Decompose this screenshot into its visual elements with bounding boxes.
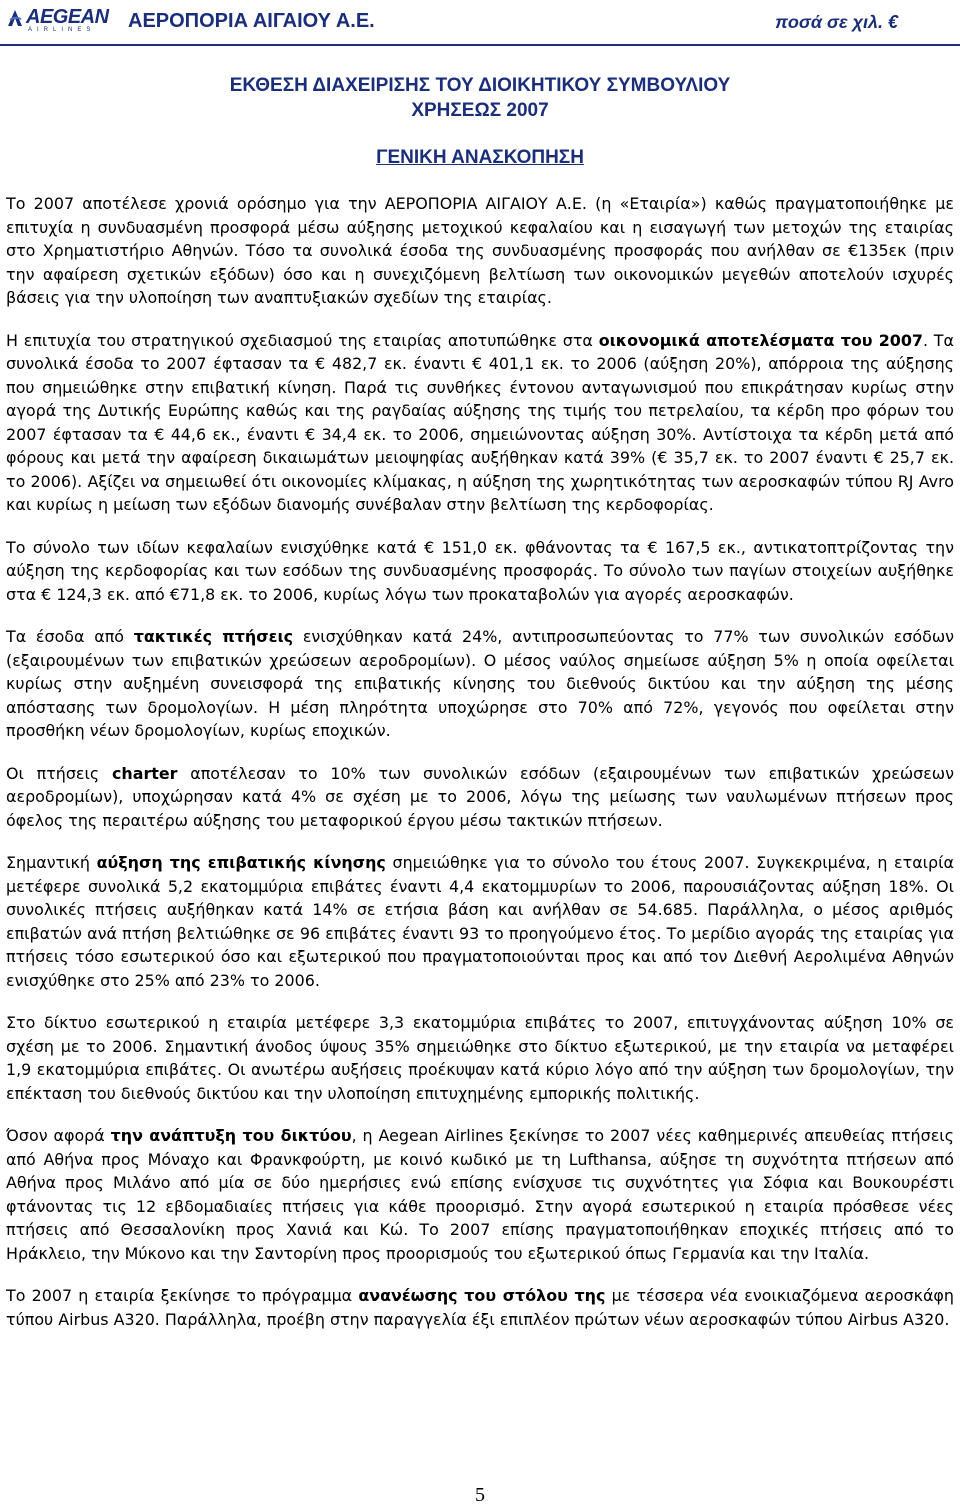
paragraph-text: σημειώθηκε για το σύνολο του έτους 2007. Συγκεκριμένα, η εταιρία μετέφερε συνολικά 5,2 εκατομμύρια επιβάτες έναντι 4,4 εκατομμυρίων το 2006, παρουσιάζοντας αύξηση 18%. Οι συνολικές πτήσεις αυξήθηκαν κατά 14% σε ετήσια βάση και ανήλθαν σε 54.685. Παράλληλα, ο μέσος αριθμός επιβατών ανά πτήση βελτιώθηκε σε 96 επιβάτες έναντι 93 το προηγούμενο έτος. Το μερίδιο αγοράς της εταιρίας για πτήσεις τόσο εσωτερικού όσο και εξωτερικού που πραγματοποιούνται προς και από τον Διεθνή Αερολιμένα Αθηνών ενισχύθηκε στο 25% από 23% το 2006.	[6, 853, 954, 990]
body-paragraph	[6, 536, 954, 607]
paragraph-text: Το 2007 αποτέλεσε χρονιά ορόσημο για την ΑΕΡΟΠΟΡΙΑ ΑΙΓΑΙΟΥ Α.Ε. (η «Εταιρία») καθώς πραγματοποιήθηκε με επιτυχία η συνδυασμένη προσφορά μέσω αύξησης μετοχικού κεφαλαίου και η εισαγωγή των μετοχών της εταιρίας στο Χρηματιστήριο Αθηνών. Τόσο τα συνολικά έσοδα της συνδυασμένης προσφοράς που ανήλθαν σε €135εκ (πριν την αφαίρεση σχετικών εξόδων) όσο και η συνεχιζόμενη βελτίωση των οικονομικών μεγεθών αποτελούν ισχυρές βάσεις για την υλοποίηση των αναπτυξιακών σχεδίων της εταιρίας.	[6, 194, 954, 307]
emphasized-text: τακτικές πτήσεις	[133, 627, 294, 646]
body-paragraph	[6, 625, 954, 743]
paragraph-text: Οι πτήσεις	[6, 763, 112, 783]
section-heading: ΓΕΝΙΚΗ ΑΝΑΣΚΟΠΗΣΗ	[376, 147, 584, 168]
paragraph-text: με τέσσερα νέα ενοικιαζόμενα αεροσκάφη τύπου Airbus A320. Παράλληλα, προέβη στην παραγγελία έξι επιπλέον πρώτων νέων αεροσκαφών τύπου Airbus A320.	[6, 1286, 954, 1329]
aegean-logo-icon	[6, 8, 24, 28]
company-name: ΑΕΡΟΠΟΡΙΑ ΑΙΓΑΙΟΥ Α.Ε.	[128, 10, 375, 32]
page-header	[0, 0, 960, 46]
paragraph-text: Το σύνολο των ιδίων κεφαλαίων ενισχύθηκε κατά € 151,0 εκ. φθάνοντας τα € 167,5 εκ., αντικατοπτρίζοντας την αύξηση της κερδοφορίας και των εσόδων της συνδυασμένης προσφοράς. Το σύνολο των παγίων στοιχείων αυξήθηκε στα € 124,3 εκ. από €71,8 εκ. το 2006, κυρίως λόγω των προκαταβολών για αγορές αεροσκαφών.	[6, 537, 954, 604]
paragraph-text: Το 2007 η εταιρία ξεκίνησε το πρόγραμμα	[6, 1286, 359, 1305]
emphasized-text: αύξηση της επιβατικής κίνησης	[96, 853, 386, 872]
paragraph-text: Σημαντική	[6, 853, 97, 872]
paragraph-text: Στο δίκτυο εσωτερικού η εταιρία μετέφερε 3,3 εκατομμύρια επιβάτες το 2007, επιτυγχάνοντας αύξηση 10% σε σχέση με το 2006. Σημαντική άνοδος ύψους 35% σημειώθηκε στο δίκτυο εξωτερικού, με την εταιρία να μεταφέρει 1,9 εκατομμύρια επιβάτες. Οι ανωτέρω αυξήσεις προέκυψαν κατά κύριο λόγο από την αύξηση των δρομολογίων, την επέκταση του διεθνούς δικτύου και την υλοποίηση επιτυχημένης εμπορικής πολιτικής.	[6, 1013, 954, 1103]
body-paragraph	[6, 1124, 954, 1265]
paragraph-text: ενισχύθηκαν κατά 24%, αντιπροσωπεύοντας το 77% των συνολικών εσόδων (εξαιρουμένων των επιβατικών χρεώσεων αεροδρομίων). Ο μέσος ναύλος σημείωσε αύξηση 5% η οποία οφείλεται κυρίως στην αυξημένη συνεισφορά της επιβατικής κίνησης του διεθνούς δικτύου και την αύξηση της μέσης απόστασης των δρομολογίων. Η μέση πληρότητα υποχώρησε στο 70% από 72%, γεγονός που οφείλεται στην προσθήκη νέων δρομολογίων, κυρίως εποχικών.	[6, 627, 955, 740]
paragraph-text: αποτέλεσαν το 10% των συνολικών εσόδων (εξαιρουμένων των επιβατικών χρεώσεων αεροδρομίων), υποχώρησαν κατά 4% σε σχέση με το 2006, λόγω της μείωσης των ναυλωμένων πτήσεων προς όφελος της περαιτέρω αύξησης του μεταφορικού έργου μέσω τακτικών πτήσεων.	[6, 763, 954, 830]
paragraph-text: . Τα συνολικά έσοδα το 2007 έφτασαν τα € 482,7 εκ. έναντι € 401,1 εκ. το 2006 (αύξηση 20%), απόρροια της αύξησης που σημειώθηκε στην επιβατική κίνηση. Παρά τις συνθήκες έντονου ανταγωνισμού που επικράτησαν κυρίως στην αγορά της Δυτικής Ευρώπης καθώς και της ραγδαίας αύξησης της τιμής του πετρελαίου, τα κέρδη προ φόρων του 2007 έφτασαν τα € 44,6 εκ., έναντι € 34,4 εκ. το 2006, σημειώνοντας αύξηση 30%. Αντίστοιχα τα κέρδη μετά από φόρους και μετά την αφαίρεση δικαιωμάτων μειοψηφίας αυξήθηκαν κατά 39% (€ 35,7 εκ. το 2007 έναντι € 25,7 εκ. το 2006). Αξίζει να σημειωθεί ότι οικονομίες κλίμακας, η αύξηση της χωρητικότητας των αεροσκαφών τύπου RJ Avro και κυρίως η μείωση των εξόδων διανομής συνέβαλαν στην βελτίωση της κερδοφορίας.	[6, 330, 954, 514]
logo-name: AEGEAN	[26, 6, 109, 28]
body-paragraph	[6, 1284, 954, 1331]
aegean-logo	[6, 6, 109, 36]
paragraph-text: Η επιτυχία του στρατηγικού σχεδιασμού της εταιρίας αποτυπώθηκε στα	[6, 330, 599, 350]
fiscal-year-title: ΧΡΗΣΕΩΣ 2007	[411, 100, 549, 121]
paragraph-text: Όσον αφορά	[6, 1126, 111, 1145]
report-title: ΕΚΘΕΣΗ ΔΙΑΧΕΙΡΙΣΗΣ ΤΟΥ ΔΙΟΙΚΗΤΙΚΟΥ ΣΥΜΒΟΥΛΙΟΥ	[229, 75, 731, 96]
body-paragraph	[6, 192, 954, 310]
amounts-note: ποσά σε χιλ. €	[775, 12, 898, 32]
emphasized-text: ανανέωσης του στόλου της	[358, 1286, 606, 1305]
emphasized-text: την ανάπτυξη του δικτύου	[110, 1126, 352, 1145]
emphasized-text: charter	[111, 763, 178, 783]
paragraph-text: Τα έσοδα από	[6, 627, 134, 646]
body-paragraph	[6, 762, 954, 833]
page-number: 5	[475, 1484, 485, 1506]
emphasized-text: οικονομικά αποτελέσματα του 2007	[598, 330, 923, 350]
logo-sub: AIRLINES	[28, 27, 96, 33]
body-paragraph	[6, 329, 954, 517]
paragraph-text: , η Aegean Airlines ξεκίνησε το 2007 νέες καθημερινές απευθείας πτήσεις από Αθήνα προς Μόναχο και Φρανκφούρτη, με κοινό κωδικό με τη Lufthansa, αύξησε τη συχνότητα πτήσεων από Αθήνα προς Μιλάνο από μία σε δύο ημερήσιες ενώ επίσης ενίσχυσε τις συχνότητες για Σόφια και Βουκουρέστι φτάνοντας τις 12 εβδομαδιαίες πτήσεις για κάθε προορισμό. Στην αγορά εσωτερικού η εταιρία πρόσθεσε νέες πτήσεις από Θεσσαλονίκη προς Χανιά και Κώ. Το 2007 επίσης πραγματοποιήθηκαν εποχικές πτήσεις από το Ηράκλειο, την Μύκονο και την Σαντορίνη προς προορισμούς του εξωτερικού όπως Γερμανία και την Ιταλία.	[6, 1126, 954, 1263]
report-body	[6, 192, 954, 1350]
body-paragraph	[6, 1011, 954, 1105]
body-paragraph	[6, 851, 954, 992]
